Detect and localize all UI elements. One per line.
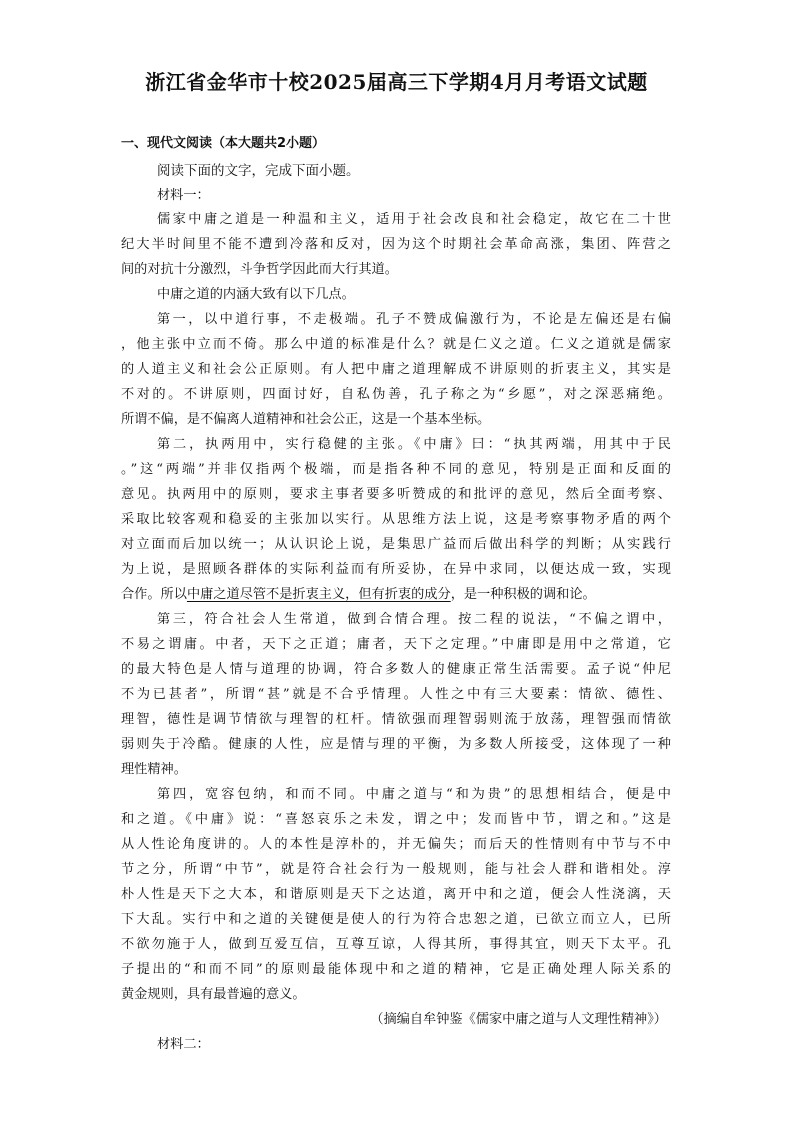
paragraph-line: 理性精神。: [121, 762, 187, 777]
paragraph-line: 子提出的“和而不同”的原则最能体现中和之道的精神，它是正确处理人际关系的: [121, 962, 671, 977]
material-one-label: 材料一：: [157, 188, 210, 203]
paragraph-line: ，他主张中立而不倚。那么中道的标准是什么？就是仁义之道。仁义之道就是儒家: [121, 337, 671, 352]
paragraph-line: 间的对抗十分激烈，斗争哲学因此而大行其道。: [121, 262, 398, 277]
paragraph-line: 不易之谓庸。中者，天下之正道；庸者，天下之定理。”中庸即是用中之常道，它: [121, 637, 671, 652]
paragraph-line: 朴人性是天下之大本，和谐原则是天下之达道，离开中和之道，便会人性浇漓，天: [121, 887, 671, 902]
paragraph-line: 第一，以中道行事，不走极端。孔子不赞成偏激行为，不论是左偏还是右偏: [157, 312, 671, 327]
source-citation: （摘编自牟钟鉴《儒家中庸之道与人文理性精神》）: [370, 1012, 667, 1027]
section-heading: 一、现代文阅读（本大题共2小题）: [121, 136, 326, 151]
paragraph-line: 。”这“两端”并非仅指两个极端，而是指各种不同的意见，特别是正面和反面的: [121, 462, 671, 477]
paragraph-line: 意见。执两用中的原则，要求主事者要多听赞成的和批评的意见，然后全面考察、: [121, 487, 671, 502]
instruction-text: 阅读下面的文字，完成下面小题。: [157, 163, 360, 179]
paragraph-line: 和之道。《中庸》说：“喜怒哀乐之未发，谓之中；发而皆中节，谓之和。”这是: [121, 812, 671, 827]
paragraph-line: 弱则失于冷酷。健康的人性，应是情与理的平衡，为多数人所接受，这体现了一种: [121, 737, 671, 752]
paragraph-line: 黄金规则，具有最普遍的意义。: [121, 987, 306, 1002]
paragraph-line: 第二，执两用中，实行稳健的主张。《中庸》曰：“执其两端，用其中于民: [157, 437, 671, 452]
paragraph-line: 从人性论角度讲的。人的本性是淳朴的，并无偏失；而后天的性情则有中节与不中: [121, 837, 671, 852]
paragraph-line: 儒家中庸之道是一种温和主义，适用于社会改良和社会稳定，故它在二十世: [157, 212, 671, 227]
paragraph-line: 的最大特色是人情与道理的协调，符合多数人的健康正常生活需要。孟子说“仲尼: [121, 662, 671, 677]
paragraph-line: 纪大半时间里不能不遭到冷落和反对，因为这个时期社会革命高涨，集团、阵营之: [121, 237, 671, 252]
paragraph-line: 采取比较客观和稳妥的主张加以实行。从思维方法上说，这是考察事物矛盾的两个: [121, 512, 671, 527]
paragraph-line: 为上说，是照顾各群体的实际利益而有所妥协，在异中求同，以便达成一致，实现: [121, 562, 671, 577]
underlined-sentence: 中庸之道尽管不是折衷主义，但有折衷的成分: [186, 587, 451, 602]
line-start: 合作。所以: [121, 587, 187, 602]
paragraph-line: 的人道主义和社会公正原则。有人把中庸之道理解成不讲原则的折衷主义，其实是: [121, 362, 671, 377]
paragraph-line: 对立面而后加以统一；从认识论上说，是集思广益而后做出科学的判断；从实践行: [121, 537, 671, 552]
paragraph-line: 节之分，所谓“中节”，就是符合社会行为一般规则，能与社会人群和谐相处。淳: [121, 862, 671, 877]
page-title: 浙江省金华市十校2025届高三下学期4月月考语文试题: [145, 70, 648, 94]
paragraph-line: 理智，德性是调节情欲与理智的杠杆。情欲强而理智弱则流于放荡，理智强而情欲: [121, 712, 671, 727]
paragraph-line: [121, 586, 671, 604]
paragraph-line: 所谓不偏，是不偏离人道精神和社会公正，这是一个基本坐标。: [121, 412, 491, 427]
paragraph-line: 不对的。不讲原则，四面讨好，自私伪善，孔子称之为“乡愿”，对之深恶痛绝。: [121, 387, 671, 402]
material-two-label: 材料二：: [157, 1037, 210, 1052]
paragraph-line: 下大乱。实行中和之道的关键便是使人的行为符合忠恕之道，已欲立而立人，已所: [121, 912, 671, 927]
paragraph-line: 第三，符合社会人生常道，做到合情合理。按二程的说法，“不偏之谓中，: [157, 612, 671, 627]
paragraph-line: 不为已甚者”，所谓“甚”就是不合乎情理。人性之中有三大要素：情欲、德性、: [121, 687, 671, 702]
line-end: ，是一种积极的调和论。: [450, 587, 596, 602]
paragraph-line: 第四，宽容包纳，和而不同。中庸之道与“和为贵”的思想相结合，便是中: [157, 787, 671, 802]
paragraph-line: 中庸之道的内涵大致有以下几点。: [157, 287, 355, 302]
paragraph-line: 不欲勿施于人，做到互爱互信，互尊互谅，人得其所，事得其宜，则天下太平。孔: [121, 937, 671, 952]
